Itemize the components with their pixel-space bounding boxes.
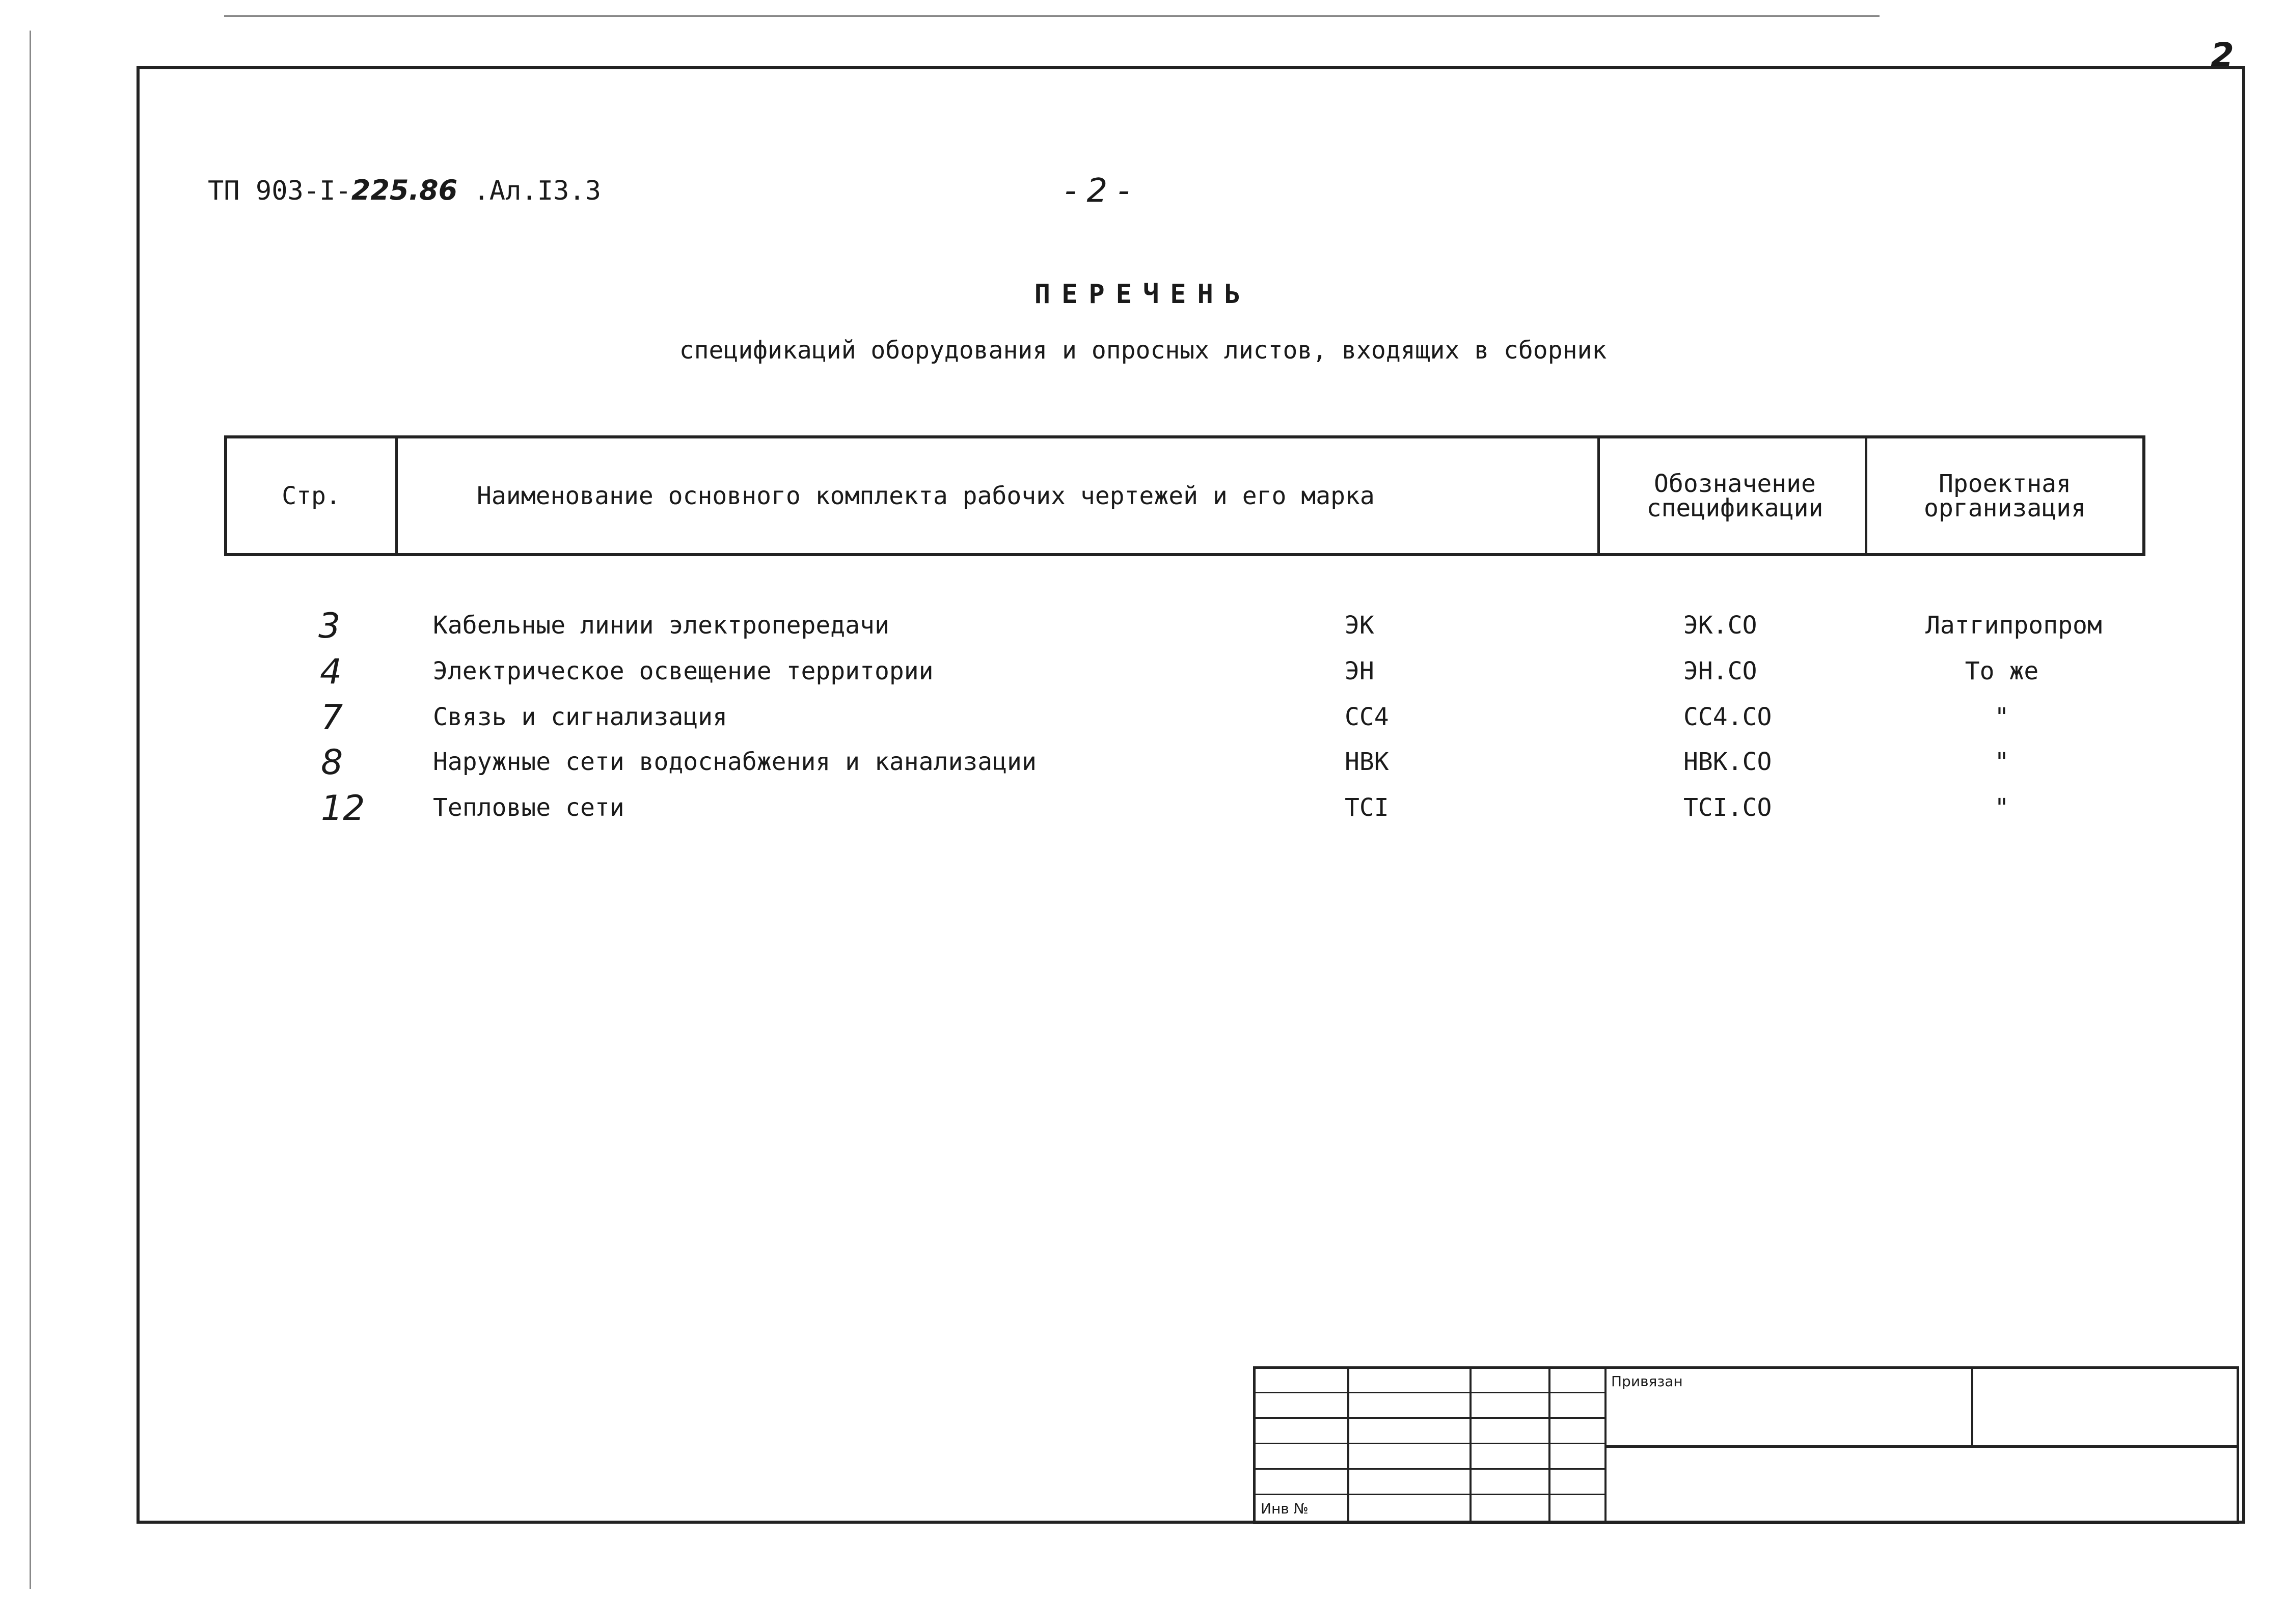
stamp-grid-line — [1469, 1369, 1472, 1522]
row-page: 7 — [321, 698, 343, 738]
stamp-grid-line — [1347, 1369, 1349, 1522]
row-organization: " — [1994, 748, 2009, 776]
row-mark: ЭН — [1345, 657, 1374, 685]
table-row — [0, 652, 2286, 693]
title-block-stamp — [1253, 1366, 2239, 1524]
row-name: Кабельные линии электропередачи — [433, 611, 889, 640]
document-code — [208, 174, 601, 206]
stamp-grid-line — [1548, 1369, 1550, 1522]
row-name: Наружные сети водоснабжения и канализации — [433, 748, 1037, 776]
row-designation: ЭН.СО — [1683, 657, 1757, 685]
page-mark: - 2 - — [1065, 172, 1130, 210]
table-row — [0, 788, 2286, 829]
table-row — [0, 742, 2286, 783]
row-page: 4 — [320, 652, 342, 692]
stamp-inv-label: Инв № — [1261, 1500, 1309, 1517]
stamp-grid-line — [1256, 1494, 1604, 1495]
row-mark: ТСI — [1345, 793, 1389, 822]
row-page: 3 — [318, 606, 341, 646]
row-organization: " — [1994, 703, 2009, 731]
stamp-grid-line — [1971, 1369, 1973, 1445]
row-designation: СС4.СО — [1683, 703, 1772, 731]
stamp-grid-line — [1256, 1417, 1604, 1419]
row-mark: СС4 — [1345, 703, 1389, 731]
doc-code-number: 225.86 — [351, 174, 458, 206]
doc-code-suffix: .Ал.I3.3 — [457, 176, 601, 206]
document-title: ПЕРЕЧЕНЬ — [1034, 279, 1252, 310]
row-designation: ТСI.СО — [1683, 793, 1772, 822]
header-divider — [1865, 438, 1867, 553]
stamp-grid-line — [1256, 1468, 1604, 1470]
sheet-number: 2 — [2211, 36, 2234, 75]
header-designation: Обозначение спецификации — [1646, 469, 1824, 522]
stamp-grid-line — [1256, 1443, 1604, 1444]
header-organization: Проектная организация — [1924, 469, 2086, 522]
row-mark: НВК — [1345, 748, 1389, 776]
row-mark: ЭК — [1345, 611, 1374, 640]
document-subtitle: спецификаций оборудования и опросных листов, входящих в сборник — [679, 336, 1607, 365]
row-designation: НВК.СО — [1683, 748, 1772, 776]
top-scan-line — [224, 15, 1880, 17]
row-page: 12 — [321, 788, 365, 829]
doc-code-prefix: ТП 903-I- — [208, 176, 351, 206]
stamp-grid-line — [1256, 1392, 1604, 1393]
stamp-grid-line — [1604, 1445, 2237, 1448]
table-header — [224, 435, 2145, 556]
row-organization: Латгипропром — [1925, 611, 2102, 640]
row-name: Тепловые сети — [433, 793, 624, 822]
row-name: Электрическое освещение территории — [433, 657, 934, 685]
row-name: Связь и сигнализация — [433, 703, 727, 731]
table-row — [0, 698, 2286, 738]
table-row — [0, 606, 2286, 647]
header-name: Наименование основного комплекта рабочих чертежей и его марка — [477, 481, 1375, 510]
header-divider — [1597, 438, 1600, 553]
header-page: Стр. — [282, 481, 341, 510]
header-divider — [395, 438, 398, 553]
row-page: 8 — [321, 742, 343, 783]
row-organization: " — [1994, 793, 2009, 822]
row-organization: То же — [1965, 657, 2039, 685]
stamp-bound-label: Привязан — [1611, 1373, 1683, 1390]
row-designation: ЭК.СО — [1683, 611, 1757, 640]
